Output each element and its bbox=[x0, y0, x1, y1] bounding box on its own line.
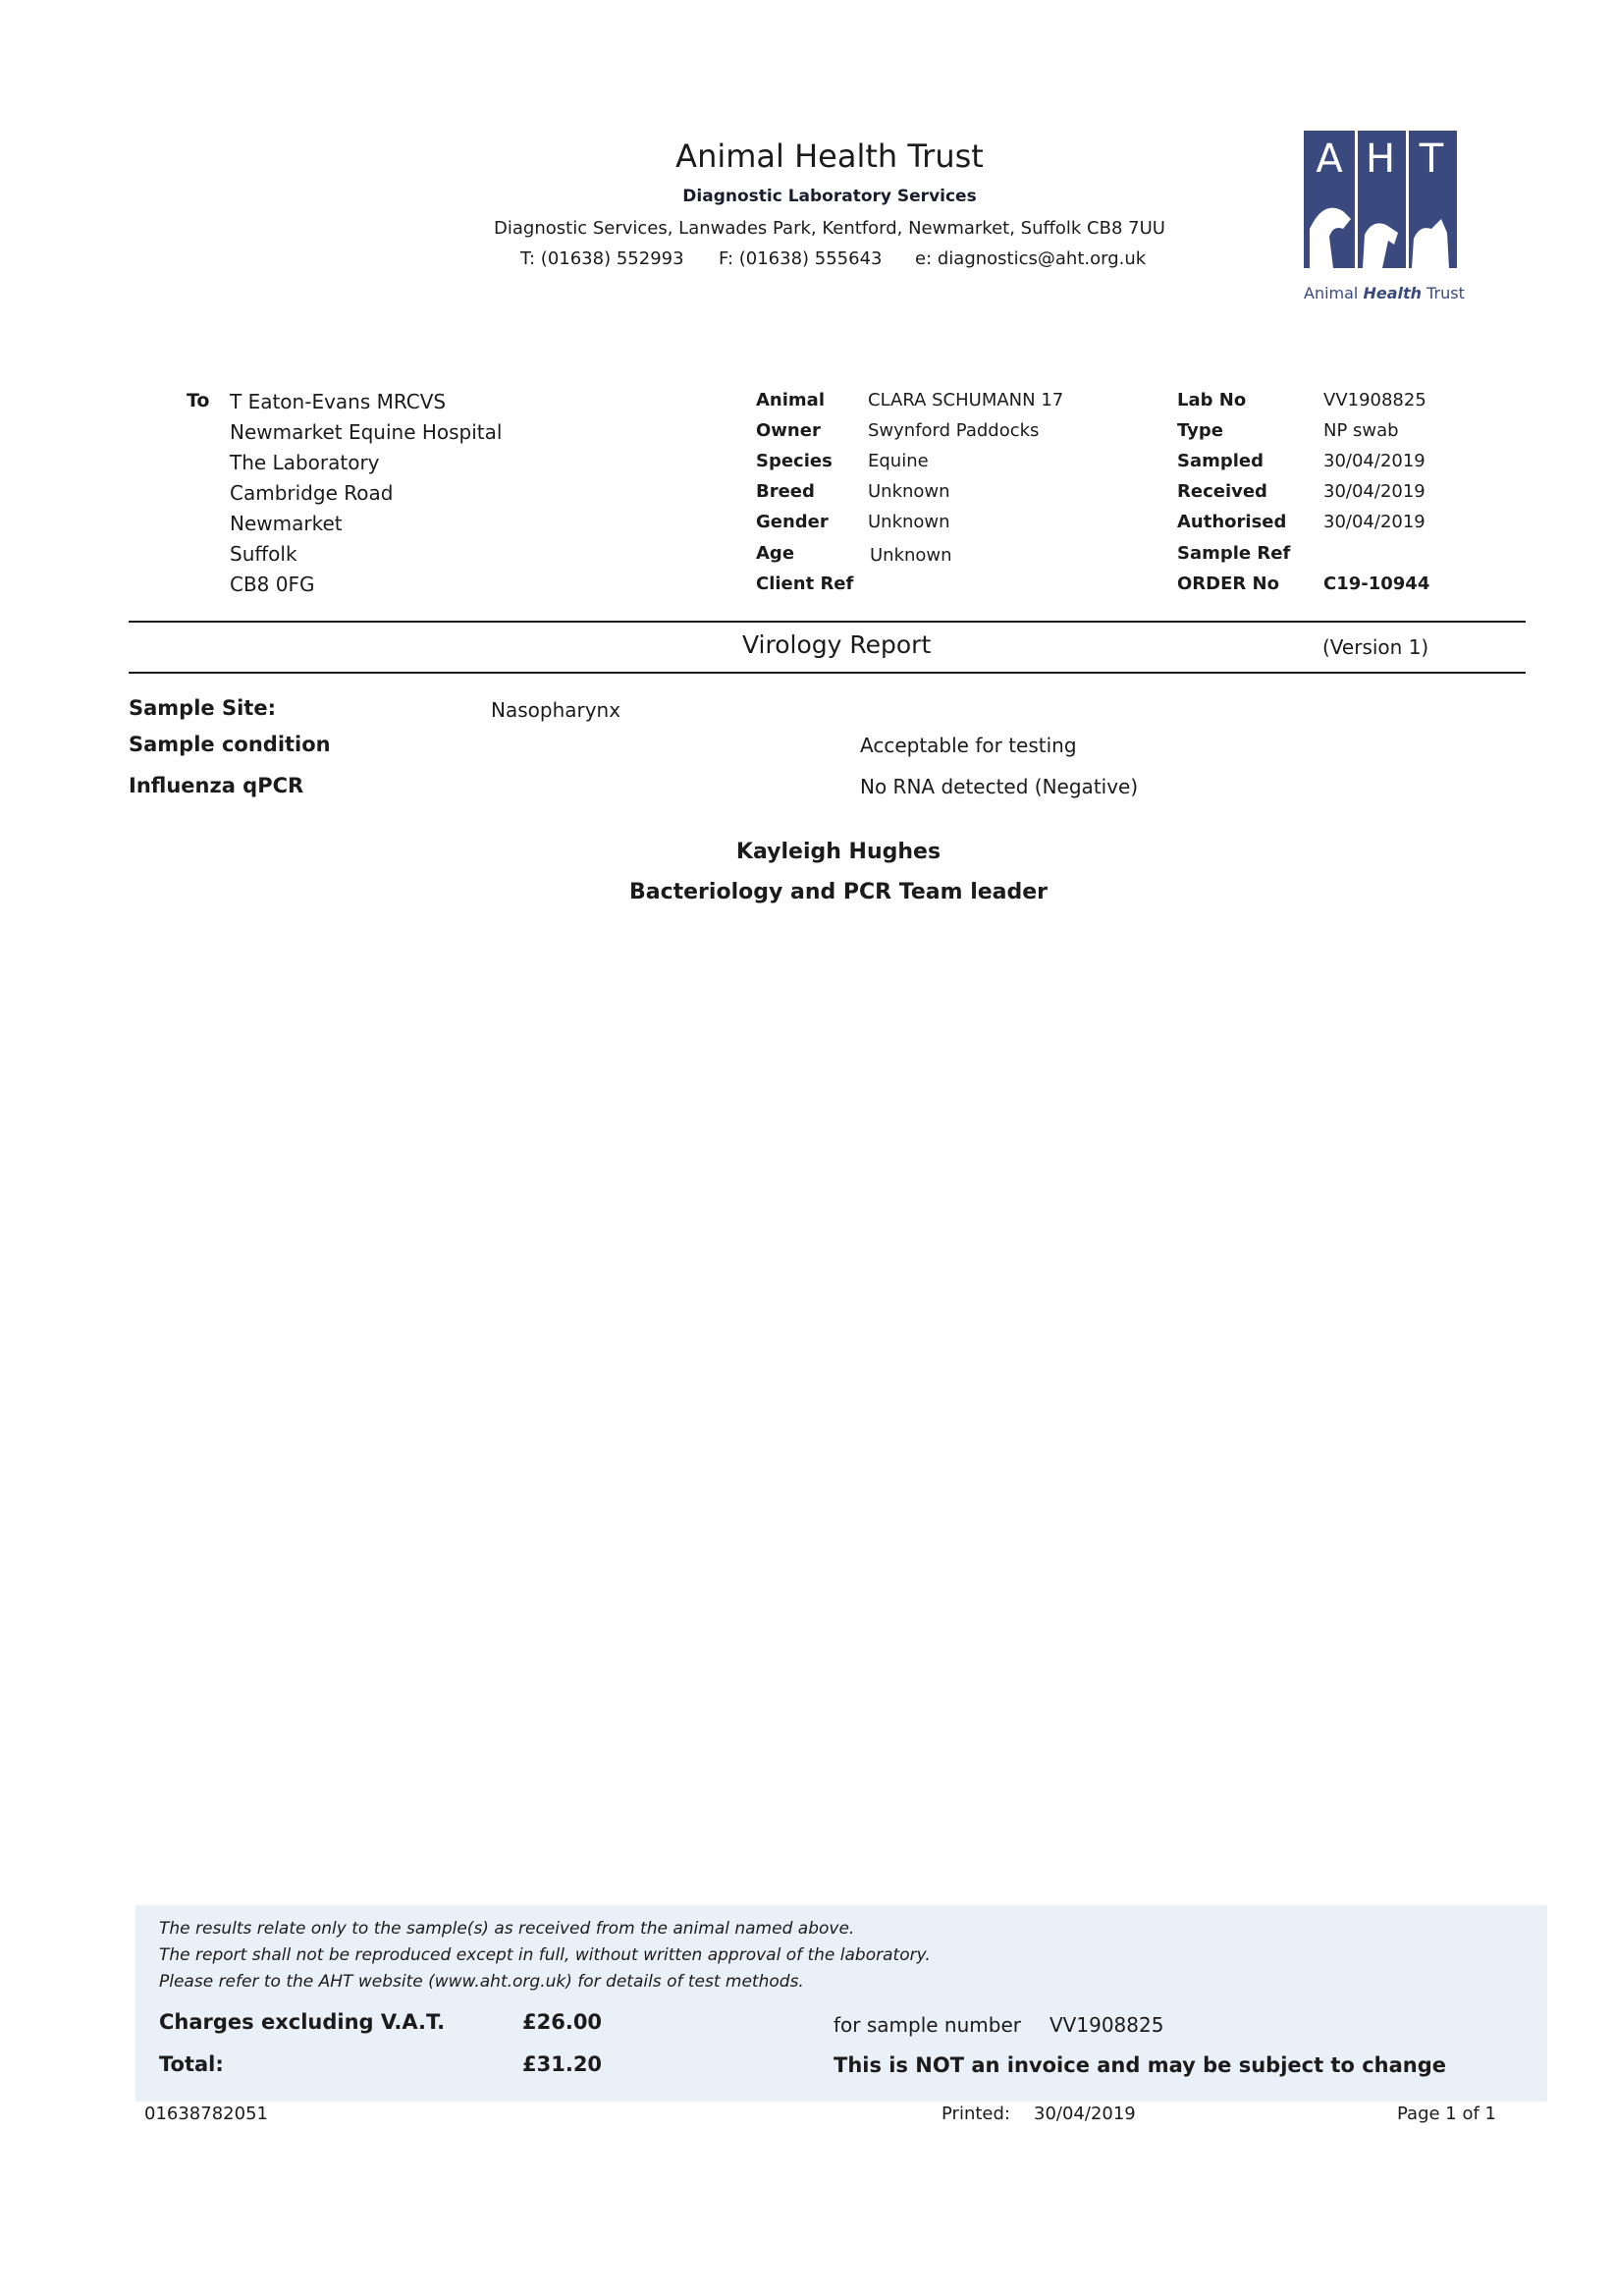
total-value: £31.20 bbox=[522, 2052, 603, 2076]
org-email: e: diagnostics@aht.org.uk bbox=[915, 248, 1147, 269]
sample-site-label: Sample Site: bbox=[129, 696, 276, 720]
lab-no-label: Lab No bbox=[1177, 390, 1247, 410]
species-value: Equine bbox=[868, 451, 929, 471]
org-phone: T: (01638) 552993 bbox=[520, 248, 684, 269]
recipient-line: T Eaton-Evans MRCVS bbox=[230, 390, 447, 413]
page-number: Page 1 of 1 bbox=[1397, 2104, 1496, 2124]
org-fax: F: (01638) 555643 bbox=[719, 248, 883, 269]
logo-caption: Animal Health Trust bbox=[1304, 284, 1465, 302]
total-label: Total: bbox=[159, 2052, 224, 2076]
printed-label: Printed: bbox=[942, 2104, 1010, 2124]
sampled-label: Sampled bbox=[1177, 451, 1264, 471]
report-version: (Version 1) bbox=[1322, 635, 1429, 659]
charges-label: Charges excluding V.A.T. bbox=[159, 2010, 446, 2034]
sample-number-label: for sample number bbox=[834, 2013, 1021, 2037]
sample-condition-label: Sample condition bbox=[129, 733, 331, 756]
sample-ref-label: Sample Ref bbox=[1177, 543, 1291, 564]
gender-label: Gender bbox=[756, 512, 829, 532]
age-label: Age bbox=[756, 543, 795, 564]
recipient-line: The Laboratory bbox=[230, 451, 380, 474]
lab-no-value: VV1908825 bbox=[1323, 390, 1426, 410]
gender-value: Unknown bbox=[868, 512, 950, 532]
owner-value: Swynford Paddocks bbox=[868, 420, 1040, 441]
charges-value: £26.00 bbox=[522, 2010, 603, 2034]
logo-letter-h: H bbox=[1365, 137, 1396, 182]
disclaimer-line: The results relate only to the sample(s) as received from the animal named above. bbox=[159, 1919, 855, 1939]
animal-label: Animal bbox=[756, 390, 825, 410]
received-value: 30/04/2019 bbox=[1323, 481, 1426, 502]
type-value: NP swab bbox=[1323, 420, 1399, 441]
order-no-label: ORDER No bbox=[1177, 574, 1279, 594]
authorised-value: 30/04/2019 bbox=[1323, 512, 1426, 532]
printed-date: 30/04/2019 bbox=[1034, 2104, 1136, 2124]
org-address: Diagnostic Services, Lanwades Park, Kentford, Newmarket, Suffolk CB8 7UU bbox=[494, 218, 1165, 239]
org-subtitle: Diagnostic Laboratory Services bbox=[682, 187, 977, 206]
authorised-label: Authorised bbox=[1177, 512, 1287, 532]
report-title: Virology Report bbox=[742, 630, 932, 659]
logo-letter-a: A bbox=[1316, 137, 1343, 182]
aht-logo bbox=[1304, 131, 1457, 268]
species-label: Species bbox=[756, 451, 833, 471]
invoice-notice: This is NOT an invoice and may be subject to change bbox=[834, 2053, 1447, 2077]
to-label: To bbox=[187, 390, 210, 411]
age-value: Unknown bbox=[870, 545, 952, 566]
animal-silhouettes-icon bbox=[1304, 190, 1457, 268]
disclaimer-line: The report shall not be reproduced except in full, without written approval of the laboratory. bbox=[159, 1945, 931, 1965]
footer-phone: 01638782051 bbox=[144, 2104, 268, 2124]
sample-number-value: VV1908825 bbox=[1049, 2013, 1164, 2037]
signatory-name: Kayleigh Hughes bbox=[735, 840, 942, 864]
type-label: Type bbox=[1177, 420, 1223, 441]
signatory-role: Bacteriology and PCR Team leader bbox=[628, 880, 1049, 904]
breed-label: Breed bbox=[756, 481, 815, 502]
breed-value: Unknown bbox=[868, 481, 950, 502]
received-label: Received bbox=[1177, 481, 1267, 502]
recipient-line: Newmarket bbox=[230, 512, 343, 535]
owner-label: Owner bbox=[756, 420, 821, 441]
recipient-line: CB8 0FG bbox=[230, 573, 315, 596]
sample-site-value: Nasopharynx bbox=[491, 698, 621, 722]
influenza-qpcr-label: Influenza qPCR bbox=[129, 774, 304, 797]
client-ref-label: Client Ref bbox=[756, 574, 854, 594]
recipient-line: Suffolk bbox=[230, 542, 297, 566]
animal-value: CLARA SCHUMANN 17 bbox=[868, 390, 1064, 410]
sample-condition-value: Acceptable for testing bbox=[860, 734, 1077, 757]
org-name: Animal Health Trust bbox=[675, 137, 984, 175]
logo-letter-t: T bbox=[1419, 137, 1444, 182]
sampled-value: 30/04/2019 bbox=[1323, 451, 1426, 471]
divider-top bbox=[129, 621, 1526, 623]
influenza-qpcr-value: No RNA detected (Negative) bbox=[860, 775, 1139, 798]
recipient-line: Newmarket Equine Hospital bbox=[230, 420, 503, 444]
divider-bottom bbox=[129, 672, 1526, 674]
disclaimer-line: Please refer to the AHT website (www.aht.org.uk) for details of test methods. bbox=[159, 1972, 804, 1992]
order-no-value: C19-10944 bbox=[1323, 574, 1430, 594]
recipient-line: Cambridge Road bbox=[230, 481, 394, 505]
